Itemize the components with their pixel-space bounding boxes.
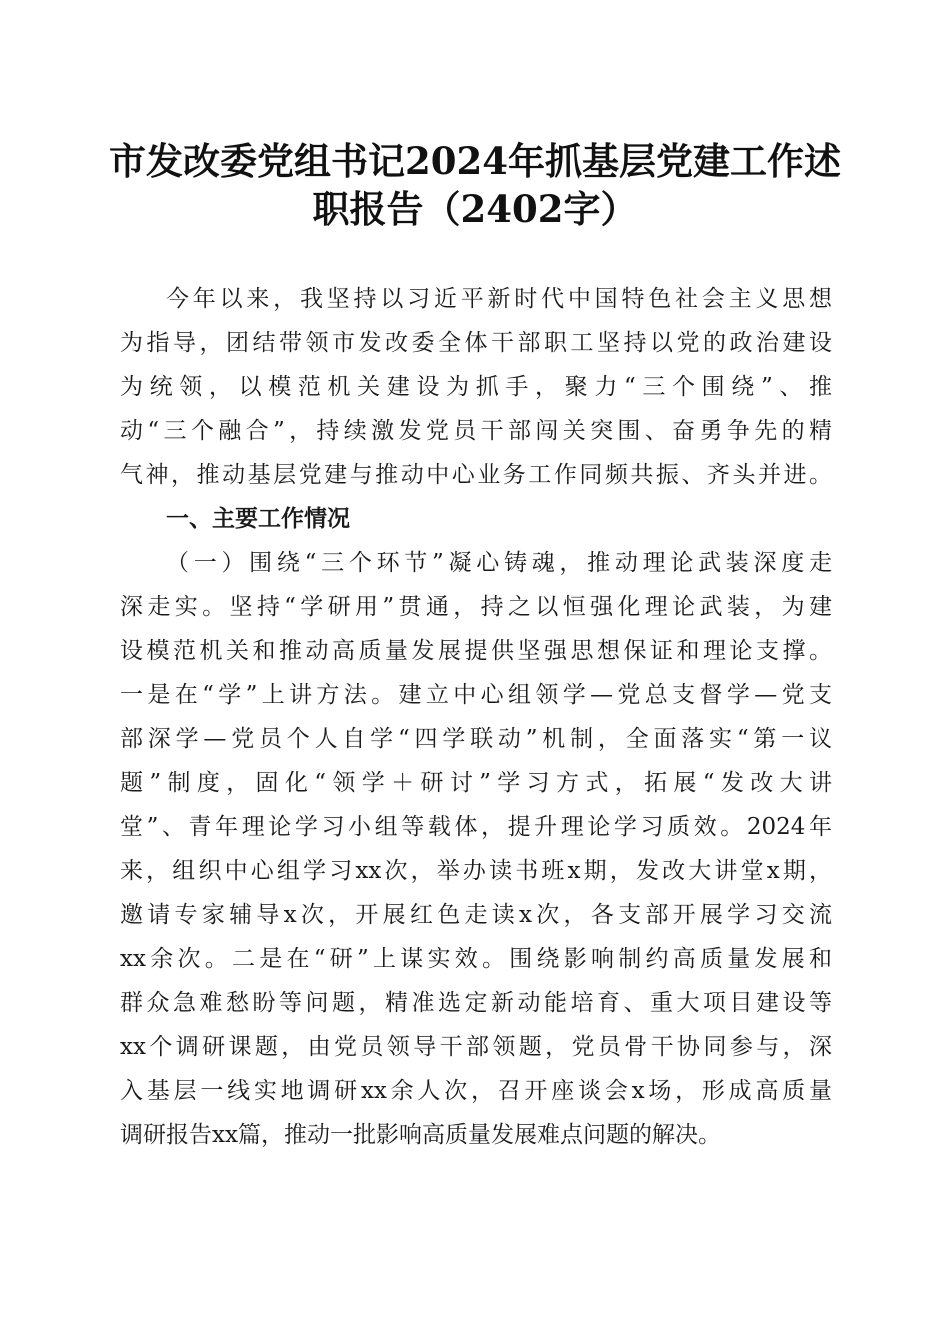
section-line-13: 入基层一线实地调研xx余人次，召开座谈会x场，形成高质量: [120, 1078, 832, 1104]
document-body: [120, 277, 832, 1157]
title-line-2: 职报告（2402字）: [312, 187, 638, 231]
section-line-6: 题”制度，固化“领学＋研讨”学习方式，拓展“发改大讲: [120, 770, 832, 796]
intro-line-5: 气神，推动基层党建与推动中心业务工作同频共振、齐头并进。: [120, 462, 832, 488]
section-line-9: 邀请专家辅导x次，开展红色走读x次，各支部开展学习交流: [120, 902, 832, 928]
document-title: [100, 137, 850, 233]
section-line-2: 深走实。坚持“学研用”贯通，持之以恒强化理论武装，为建: [120, 594, 832, 620]
section-line-1: （一）围绕“三个环节”凝心铸魂，推动理论武装深度走: [166, 550, 832, 576]
section-line-10: xx余次。二是在“研”上谋实效。围绕影响制约高质量发展和: [120, 946, 832, 972]
section-line-11: 群众急难愁盼等问题，精准选定新动能培育、重大项目建设等: [120, 990, 832, 1016]
intro-line-1: 今年以来，我坚持以习近平新时代中国特色社会主义思想: [166, 286, 832, 312]
section-line-14: 调研报告xx篇，推动一批影响高质量发展难点问题的解决。: [120, 1122, 721, 1148]
section-line-3: 设模范机关和推动高质量发展提供坚强思想保证和理论支撑。: [120, 638, 832, 664]
section-line-5: 部深学—党员个人自学“四学联动”机制，全面落实“第一议: [120, 726, 832, 752]
title-line-1: 市发改委党组书记2024年抓基层党建工作述: [109, 139, 841, 183]
intro-line-2: 为指导，团结带领市发改委全体干部职工坚持以党的政治建设: [120, 330, 832, 356]
section-line-12: xx个调研课题，由党员领导干部领题，党员骨干协同参与，深: [120, 1034, 832, 1060]
section-heading: 一、主要工作情况: [166, 506, 350, 532]
intro-line-4: 动“三个融合”，持续激发党员干部闯关突围、奋勇争先的精: [120, 418, 832, 444]
section-line-7: 堂”、青年理论学习小组等载体，提升理论学习质效。2024年: [120, 814, 832, 840]
intro-line-3: 为统领，以模范机关建设为抓手，聚力“三个围绕”、推: [120, 374, 832, 400]
section-line-4: 一是在“学”上讲方法。建立中心组领学—党总支督学—党支: [120, 682, 832, 708]
section-line-8: 来，组织中心组学习xx次，举办读书班x期，发改大讲堂x期，: [120, 858, 832, 884]
